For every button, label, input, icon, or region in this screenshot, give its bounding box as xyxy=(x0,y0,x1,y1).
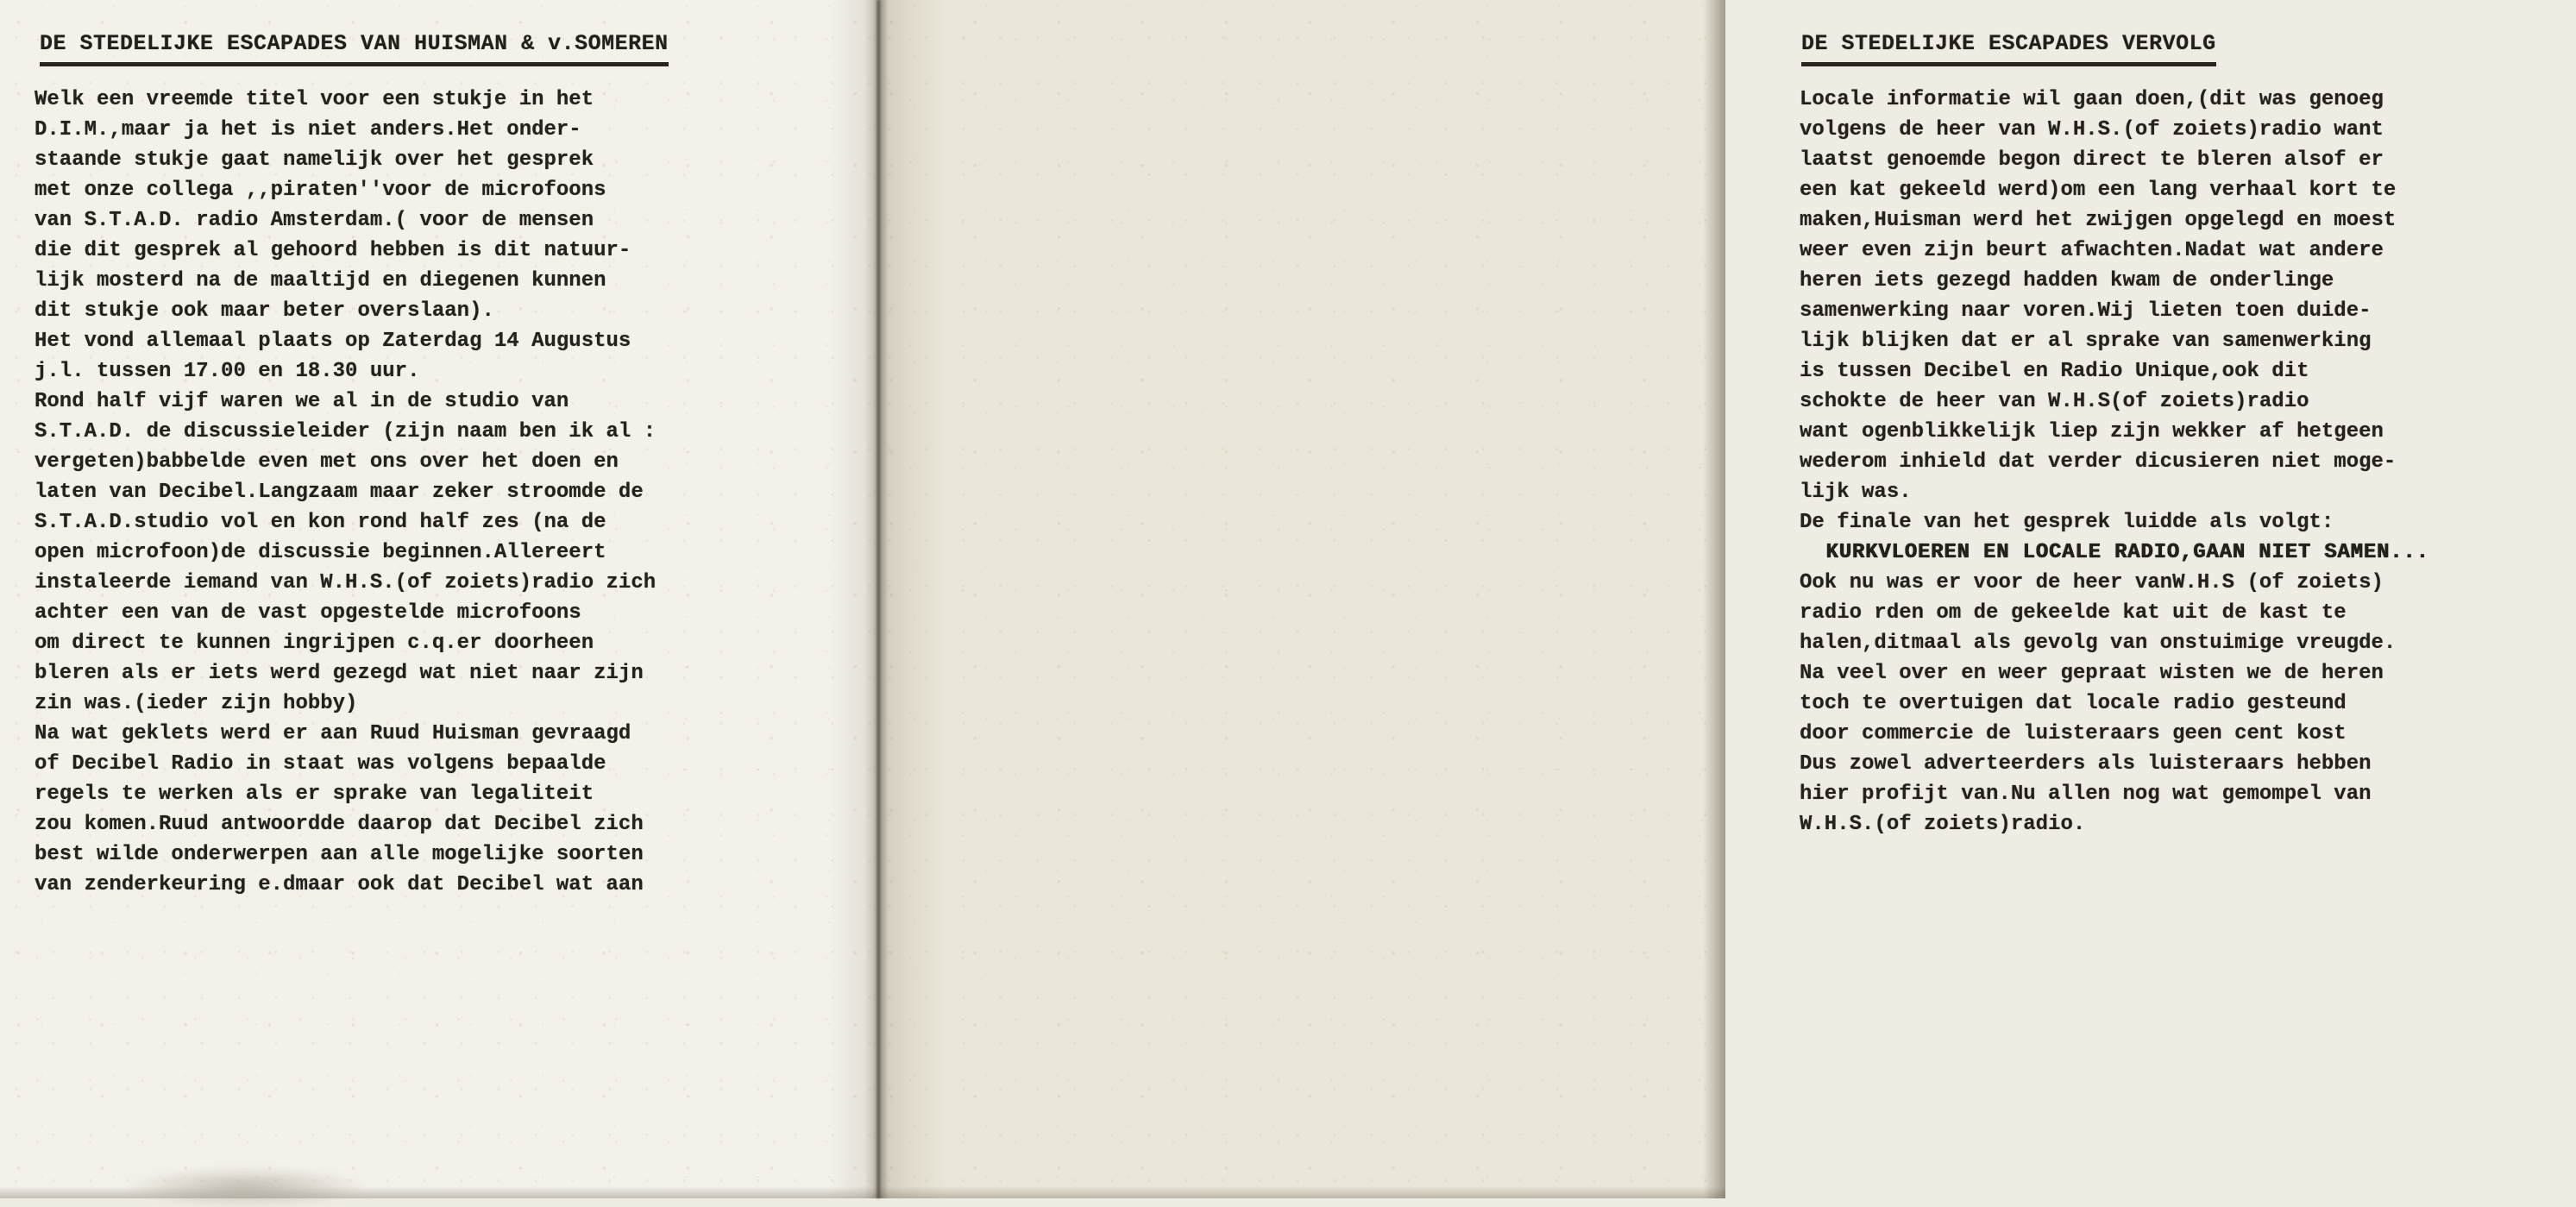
text-line: schokte de heer van W.H.S(of zoiets)radio xyxy=(1800,390,2309,413)
text-line: best wilde onderwerpen aan alle mogelijke soorten xyxy=(35,843,644,866)
text-line: halen,ditmaal als gevolg van onstuimige vreugde. xyxy=(1800,632,2397,655)
text-line: lijk blijken dat er al sprake van samenwerking xyxy=(1800,330,2372,353)
text-line: Het vond allemaal plaats op Zaterdag 14 Augustus xyxy=(35,330,631,353)
right-page-title: DE STEDELIJKE ESCAPADES VERVOLG xyxy=(1801,31,2216,66)
text-line: Na wat geklets werd er aan Ruud Huisman gevraagd xyxy=(35,722,631,745)
text-line: De finale van het gesprek luidde als volgt: xyxy=(1800,511,2334,534)
text-line: dit stukje ook maar beter overslaan). xyxy=(35,299,494,323)
text-line: heren iets gezegd hadden kwam de onderlinge xyxy=(1800,269,2334,292)
text-line: achter een van de vast opgestelde microfoons xyxy=(35,601,581,625)
text-line: staande stukje gaat namelijk over het gesprek xyxy=(35,148,594,172)
text-line: Na veel over en weer gepraat wisten we de heren xyxy=(1800,662,2384,685)
left-page-body xyxy=(35,85,845,900)
text-line: Ook nu was er voor de heer vanW.H.S (of zoiets) xyxy=(1800,571,2384,594)
text-line: instaleerde iemand van W.H.S.(of zoiets)radio zich xyxy=(35,571,657,594)
text-line: toch te overtuigen dat locale radio gesteund xyxy=(1800,692,2347,715)
text-line: hier profijt van.Nu allen nog wat gemompel van xyxy=(1800,783,2372,806)
text-line: maken,Huisman werd het zwijgen opgelegd en moest xyxy=(1800,209,2397,232)
text-line: lijk mosterd na de maaltijd en diegenen kunnen xyxy=(35,269,606,292)
text-line: van S.T.A.D. radio Amsterdam.( voor de mensen xyxy=(35,209,594,232)
text-line: Welk een vreemde titel voor een stukje in het xyxy=(35,88,594,111)
text-line: bleren als er iets werd gezegd wat niet naar zijn xyxy=(35,662,644,685)
text-line: Rond half vijf waren we al in de studio van xyxy=(35,390,569,413)
text-line: W.H.S.(of zoiets)radio. xyxy=(1800,813,2086,836)
text-line: laatst genoemde begon direct te bleren alsof er xyxy=(1800,148,2384,172)
text-line: want ogenblikkelijk liep zijn wekker af hetgeen xyxy=(1800,420,2384,443)
text-line: een kat gekeeld werd)om een lang verhaal kort te xyxy=(1800,179,2397,202)
text-line: vergeten)babbelde even met ons over het doen en xyxy=(35,450,619,474)
text-line: weer even zijn beurt afwachten.Nadat wat andere xyxy=(1800,239,2384,262)
right-page xyxy=(873,0,2429,1198)
text-line: D.I.M.,maar ja het is niet anders.Het onder- xyxy=(35,118,581,141)
text-line: wederom inhield dat verder dicusieren niet moge- xyxy=(1800,450,2397,474)
text-line: met onze collega ,,piraten''voor de microfoons xyxy=(35,179,606,202)
right-page-body xyxy=(1800,85,2576,839)
text-line: radio rden om de gekeelde kat uit de kast te xyxy=(1800,601,2347,625)
text-line: van zenderkeuring e.dmaar ook dat Decibel wat aan xyxy=(35,873,644,896)
text-line: om direct te kunnen ingrijpen c.q.er doorheen xyxy=(35,632,594,655)
text-line: laten van Decibel.Langzaam maar zeker stroomde de xyxy=(35,481,644,504)
text-line: S.T.A.D. de discussieleider (zijn naam ben ik al : xyxy=(35,420,657,443)
text-line: open microfoon)de discussie beginnen.Allereert xyxy=(35,541,606,564)
text-line: KURKVLOEREN EN LOCALE RADIO,GAAN NIET SAMEN... xyxy=(1800,541,2429,564)
text-line: volgens de heer van W.H.S.(of zoiets)radio want xyxy=(1800,118,2384,141)
text-line: S.T.A.D.studio vol en kon rond half zes (na de xyxy=(35,511,606,534)
text-line: of Decibel Radio in staat was volgens bepaalde xyxy=(35,752,606,776)
text-line: Locale informatie wil gaan doen,(dit was genoeg xyxy=(1800,88,2384,111)
text-line: j.l. tussen 17.00 en 18.30 uur. xyxy=(35,360,420,383)
text-line: regels te werken als er sprake van legaliteit xyxy=(35,783,594,806)
text-line: is tussen Decibel en Radio Unique,ook dit xyxy=(1800,360,2309,383)
text-line: zou komen.Ruud antwoordde daarop dat Decibel zich xyxy=(35,813,644,836)
left-page xyxy=(0,0,873,1198)
text-line: door commercie de luisteraars geen cent kost xyxy=(1800,722,2347,745)
text-line: lijk was. xyxy=(1800,481,1912,504)
text-line: zin was.(ieder zijn hobby) xyxy=(35,692,358,715)
text-line: samenwerking naar voren.Wij lieten toen duide- xyxy=(1800,299,2372,323)
text-line: Dus zowel adverteerders als luisteraars hebben xyxy=(1800,752,2372,776)
left-page-title: DE STEDELIJKE ESCAPADES VAN HUISMAN & v.SOMEREN xyxy=(40,31,669,66)
text-line: die dit gesprek al gehoord hebben is dit natuur- xyxy=(35,239,631,262)
